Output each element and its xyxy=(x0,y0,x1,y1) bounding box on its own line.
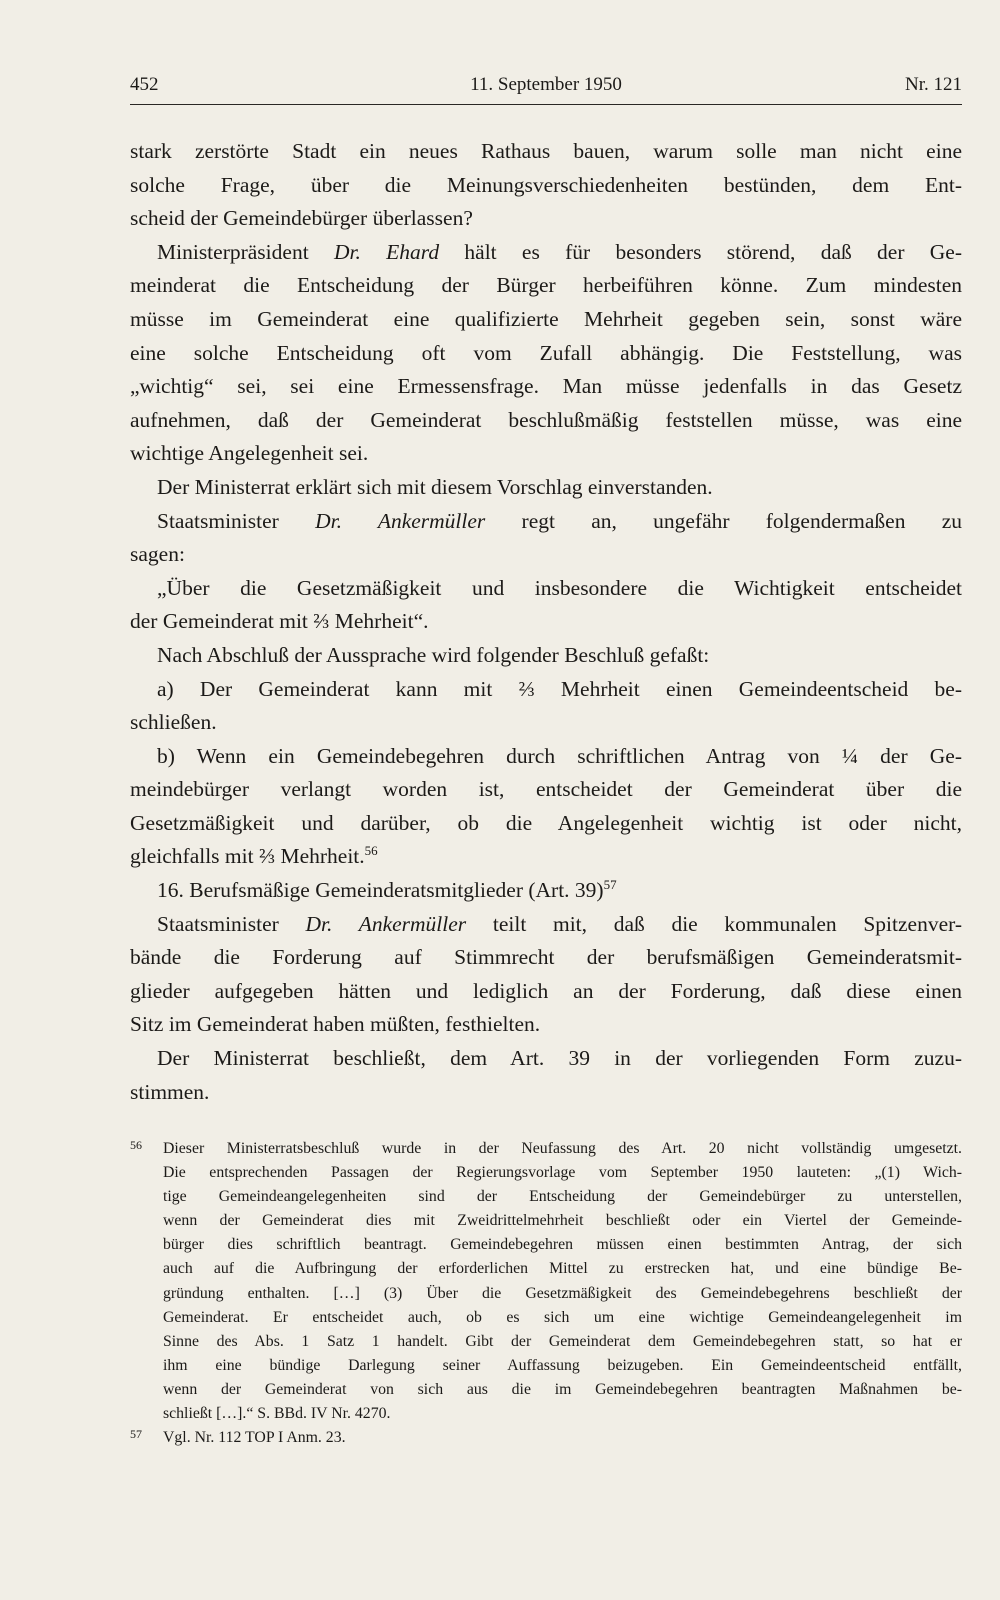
person-name: Dr. Ankermüller xyxy=(305,911,467,936)
body-line: der Gemeinderat mit ⅔ Mehrheit“. xyxy=(130,609,429,634)
footnote-line: 57 Vgl. Nr. 112 TOP I Anm. 23. xyxy=(130,1426,962,1450)
header-date: 11. September 1950 xyxy=(470,74,622,95)
person-name: Dr. Ankermüller xyxy=(315,508,486,533)
footnote-line: wenn der Gemeinderat von sich aus die im Gemeindebegehren beantragten Maßnahmen be- xyxy=(163,1380,962,1398)
body-line: aufnehmen, daß der Gemeinderat beschlußmäßig feststellen müsse, was eine xyxy=(130,407,962,432)
footnote-line: wenn der Gemeinderat dies mit Zweidrittelmehrheit beschließt oder ein Viertel der Gemeinde- xyxy=(163,1212,962,1230)
document-number: Nr. 121 xyxy=(905,74,962,95)
footnote-line: schließt […].“ S. BBd. IV Nr. 4270. xyxy=(163,1405,391,1423)
body-line: sagen: xyxy=(130,542,185,567)
body-line: Nach Abschluß der Aussprache wird folgender Beschluß gefaßt: xyxy=(157,642,710,667)
footnote-line: tige Gemeindeangelegenheiten sind der Entscheidung der Gemeindebürger zu unterstellen, xyxy=(163,1188,962,1206)
person-name: Dr. Ehard xyxy=(333,239,440,264)
body-line: eine solche Entscheidung oft vom Zufall abhängig. Die Feststellung, was xyxy=(130,340,962,365)
body-line: Sitz im Gemeinderat haben müßten, festhielten. xyxy=(130,1012,541,1037)
body-line: meinderat die Entscheidung der Bürger herbeiführen könne. Zum mindesten xyxy=(130,273,962,298)
footnote-line: Die entsprechenden Passagen der Regierungsvorlage vom September 1950 lauteten: „(1) Wich- xyxy=(163,1164,962,1182)
footnote-number: 57 xyxy=(130,1427,142,1442)
section-heading: 16. Berufsmäßige Gemeinderatsmitglieder (Art. 39)$^{57}$ xyxy=(157,877,617,903)
body-line: „wichtig“ sei, sei eine Ermessensfrage. Man müsse jedenfalls in das Gesetz xyxy=(130,374,962,399)
body-line: gleichfalls mit ⅔ Mehrheit.$^{56}$ xyxy=(130,843,378,869)
body-line: schließen. xyxy=(130,710,217,735)
body-line: stimmen. xyxy=(130,1079,210,1104)
body-line: wichtige Angelegenheit sei. xyxy=(130,441,369,466)
running-header xyxy=(130,74,962,106)
body-line: Der Ministerrat beschließt, dem Art. 39 in der vorliegenden Form zuzu- xyxy=(157,1046,962,1071)
body-line: scheid der Gemeindebürger überlassen? xyxy=(130,206,473,231)
body-line: „Über die Gesetzmäßigkeit und insbesondere die Wichtigkeit entscheidet xyxy=(157,575,962,600)
footnote-line: Sinne des Abs. 1 Satz 1 handelt. Gibt der Gemeinderat dem Gemeindebegehren statt, so hat er xyxy=(163,1332,962,1350)
page-number: 452 xyxy=(130,74,159,95)
body-line: Gesetzmäßigkeit und darüber, ob die Angelegenheit wichtig ist oder nicht, xyxy=(130,810,962,835)
body-line: solche Frage, über die Meinungsverschiedenheiten bestünden, dem Ent- xyxy=(130,172,962,197)
body-line: a) Der Gemeinderat kann mit ⅔ Mehrheit einen Gemeindeentscheid be- xyxy=(157,676,962,701)
footnote-line: 56 Dieser Ministerratsbeschluß wurde in der Neufassung des Art. 20 nicht vollständig umgesetzt. xyxy=(130,1137,962,1161)
body-line: müsse im Gemeinderat eine qualifizierte Mehrheit gegeben sein, sonst wäre xyxy=(130,306,962,331)
footnote-ref: 57 xyxy=(603,877,617,893)
footnote-line: bürger dies schriftlich beantragt. Gemeindebegehren müssen einen bestimmten Antrag, der sich xyxy=(163,1236,962,1254)
footnote-line: auch auf die Aufbringung der erforderlichen Mittel zu erstrecken hat, und eine bündige Be- xyxy=(163,1260,962,1278)
body-line: stark zerstörte Stadt ein neues Rathaus bauen, warum solle man nicht eine xyxy=(130,139,962,163)
document-page xyxy=(130,0,962,1600)
body-line: b) Wenn ein Gemeindebegehren durch schriftlichen Antrag von ¼ der Ge- xyxy=(157,743,962,768)
footnote-ref: 56 xyxy=(364,843,378,859)
body-line: Staatsminister Dr. Ankermüller regt an, ungefähr folgendermaßen zu xyxy=(157,508,963,533)
body-line: bände die Forderung auf Stimmrecht der berufsmäßigen Gemeinderatsmit- xyxy=(130,945,962,970)
footnote-line: Gemeinderat. Er entscheidet auch, ob es sich um eine wichtige Gemeindeangelegenheit im xyxy=(163,1308,962,1326)
body-line: meindebürger verlangt worden ist, entscheidet der Gemeinderat über die xyxy=(130,777,962,802)
body-text xyxy=(130,135,962,1109)
header-rule xyxy=(130,104,962,105)
footnote-line: gründung enthalten. […] (3) Über die Gesetzmäßigkeit des Gemeindebegehrens beschließt der xyxy=(163,1284,962,1302)
body-line: Ministerpräsident Dr. Ehard hält es für besonders störend, daß der Ge- xyxy=(157,239,963,264)
body-line: glieder aufgegeben hätten und lediglich an der Forderung, daß diese einen xyxy=(130,978,962,1003)
footnote-line: ihm eine bündige Darlegung seiner Auffassung beizugeben. Ein Gemeindeentscheid entfällt, xyxy=(163,1356,962,1374)
footnotes xyxy=(130,1137,962,1450)
body-line: Der Ministerrat erklärt sich mit diesem Vorschlag einverstanden. xyxy=(157,474,713,499)
body-line: Staatsminister Dr. Ankermüller teilt mit, daß die kommunalen Spitzenver- xyxy=(157,911,963,936)
footnote-number: 56 xyxy=(130,1138,142,1152)
